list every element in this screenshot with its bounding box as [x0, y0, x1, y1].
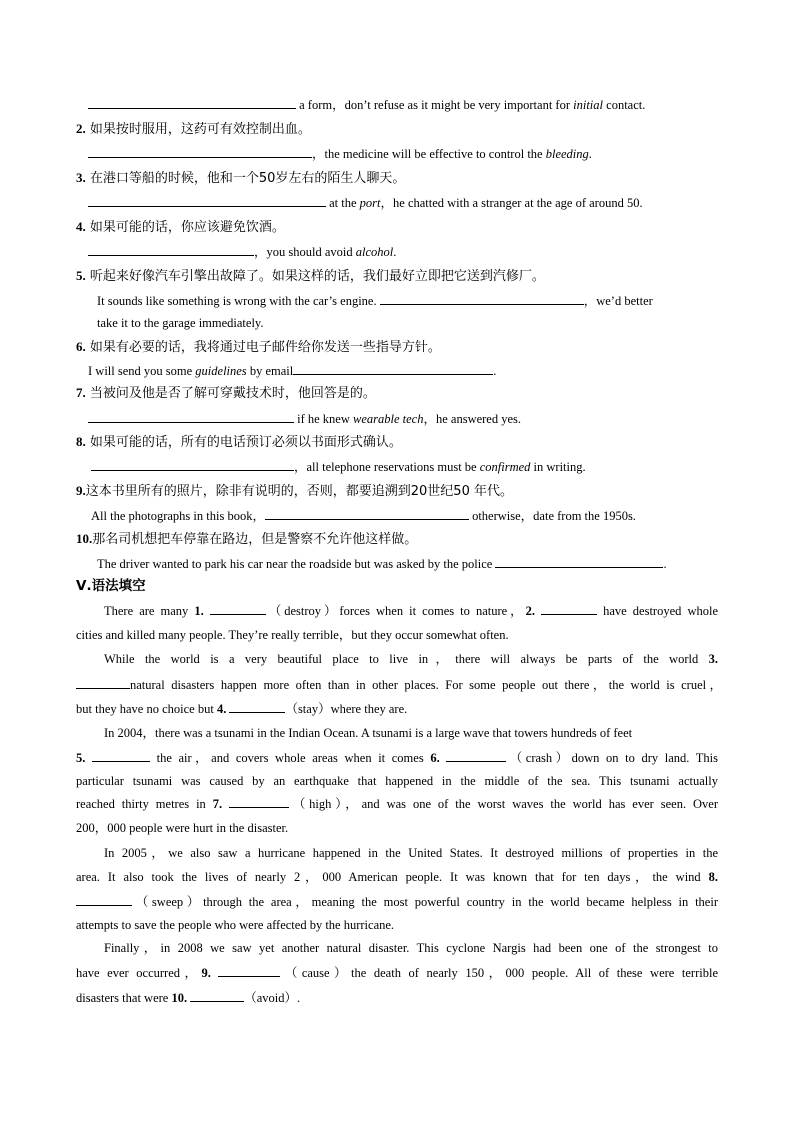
paragraph-4-line-2: area. It also took the lives of nearly 2，000 American people. It was known that for ten days，the wind 8. — [76, 870, 718, 884]
paragraph-2-line-3: but they have no choice but 4. （stay）where they are. — [76, 702, 408, 716]
answer-blank[interactable] — [88, 96, 296, 109]
blank-10[interactable] — [190, 989, 244, 1002]
item-2-english: ，the medicine will be effective to control the bleeding. — [88, 145, 592, 162]
answer-blank[interactable] — [88, 145, 312, 158]
item-9-chinese: 9.这本书里所有的照片，除非有说明的，否则，都要追溯到20世纪50 年代。 — [76, 483, 513, 499]
blank-3[interactable] — [76, 676, 130, 689]
item-10-english: The driver wanted to park his car near the roadside but was asked by the police . — [97, 557, 667, 571]
paragraph-5-line-1: Finally，in 2008 we saw yet another natural disaster. This cyclone Nargis had been one of the strongest to — [104, 941, 718, 955]
answer-blank[interactable] — [380, 292, 584, 305]
paragraph-3-line-3: particular tsunami was caused by an earthquake that happened in the middle of the sea. This tsunami actually — [76, 774, 718, 788]
item-4-chinese: 4. 如果可能的话，你应该避免饮酒。 — [76, 219, 285, 235]
item-8-english: ，all telephone reservations must be confirmed in writing. — [91, 458, 586, 475]
paragraph-3-line-5: 200，000 people were hurt in the disaster. — [76, 821, 289, 835]
item-9-english: All the photographs in this book， otherwise，date from the 1950s. — [91, 509, 636, 523]
item-5-english: It sounds like something is wrong with the car’s engine. ，we’d better — [97, 294, 653, 308]
blank-8[interactable] — [76, 893, 132, 906]
paragraph-2-line-2: natural disasters happen more often than in other places. For some people out there，the world is cruel， — [76, 676, 722, 693]
paragraph-4-line-3: （sweep）through the area，meaning the most powerful country in the world became helpless in their — [76, 893, 718, 910]
blank-5[interactable] — [92, 749, 150, 762]
item-6-chinese: 6. 如果有必要的话，我将通过电子邮件给你发送一些指导方针。 — [76, 339, 441, 355]
paragraph-1-line-1: There are many 1. （destroy）forces when it comes to nature，2. have destroyed whole — [104, 604, 719, 618]
blank-2[interactable] — [541, 602, 597, 615]
blank-9[interactable] — [218, 964, 280, 977]
answer-blank[interactable] — [495, 555, 663, 568]
item-6-english: I will send you some guidelines by email . — [88, 364, 497, 378]
paragraph-4-line-4: attempts to save the people who were affected by the hurricane. — [76, 918, 395, 932]
item-4-english: ，you should avoid alcohol. — [88, 243, 396, 260]
item-5-chinese: 5. 听起来好像汽车引擎出故障了。如果这样的话，我们最好立即把它送到汽修厂。 — [76, 268, 545, 284]
paragraph-3-line-2: 5. the air，and covers whole areas when it comes 6. （crash）down on to dry land. This — [76, 751, 719, 765]
answer-blank[interactable] — [91, 458, 294, 471]
section-title: Ⅴ.语法填空 — [76, 578, 146, 594]
paragraph-5-line-2: have ever occurred，9. （cause）the death of nearly 150，000 people. All of these were terrible — [76, 966, 719, 980]
item-1-english: a form，don’t refuse as it might be very important for initial contact. — [88, 96, 645, 113]
paragraph-3-line-1: In 2004，there was a tsunami in the Indian Ocean. A tsunami is a large wave that towers hundreds of feet — [104, 726, 633, 740]
item-3-english: at the port，he chatted with a stranger at the age of around 50. — [88, 194, 643, 211]
blank-1[interactable] — [210, 602, 266, 615]
item-5-english-cont: take it to the garage immediately. — [97, 316, 264, 330]
answer-blank[interactable] — [265, 507, 469, 520]
item-7-chinese: 7. 当被问及他是否了解可穿戴技术时，他回答是的。 — [76, 385, 376, 401]
item-8-chinese: 8. 如果可能的话，所有的电话预订必须以书面形式确认。 — [76, 434, 402, 450]
paragraph-2-line-1: While the world is a very beautiful place to live in，there will always be parts of the world 3. — [104, 652, 718, 666]
paragraph-1-line-2: cities and killed many people. They’re really terrible，but they occur somewhat often. — [76, 628, 509, 642]
item-2-chinese: 2. 如果按时服用，这药可有效控制出血。 — [76, 121, 311, 137]
paragraph-3-line-4: reached thirty metres in 7. （high），and was one of the worst waves the world has ever seen. Over — [76, 797, 718, 811]
answer-blank[interactable] — [88, 194, 326, 207]
item-10-chinese: 10.那名司机想把车停靠在路边，但是警察不允许他这样做。 — [76, 531, 418, 547]
answer-blank[interactable] — [88, 410, 294, 423]
item-7-english: if he knew wearable tech，he answered yes. — [88, 410, 521, 427]
blank-4[interactable] — [229, 700, 285, 713]
answer-blank[interactable] — [293, 362, 493, 375]
item-3-chinese: 3. 在港口等船的时候，他和一个50岁左右的陌生人聊天。 — [76, 170, 406, 186]
blank-7[interactable] — [229, 795, 289, 808]
answer-blank[interactable] — [88, 243, 254, 256]
paragraph-4-line-1: In 2005，we also saw a hurricane happened in the United States. It destroyed millions of properties in the — [104, 846, 718, 860]
paragraph-5-line-3: disasters that were 10. （avoid）. — [76, 991, 301, 1005]
blank-6[interactable] — [446, 749, 506, 762]
